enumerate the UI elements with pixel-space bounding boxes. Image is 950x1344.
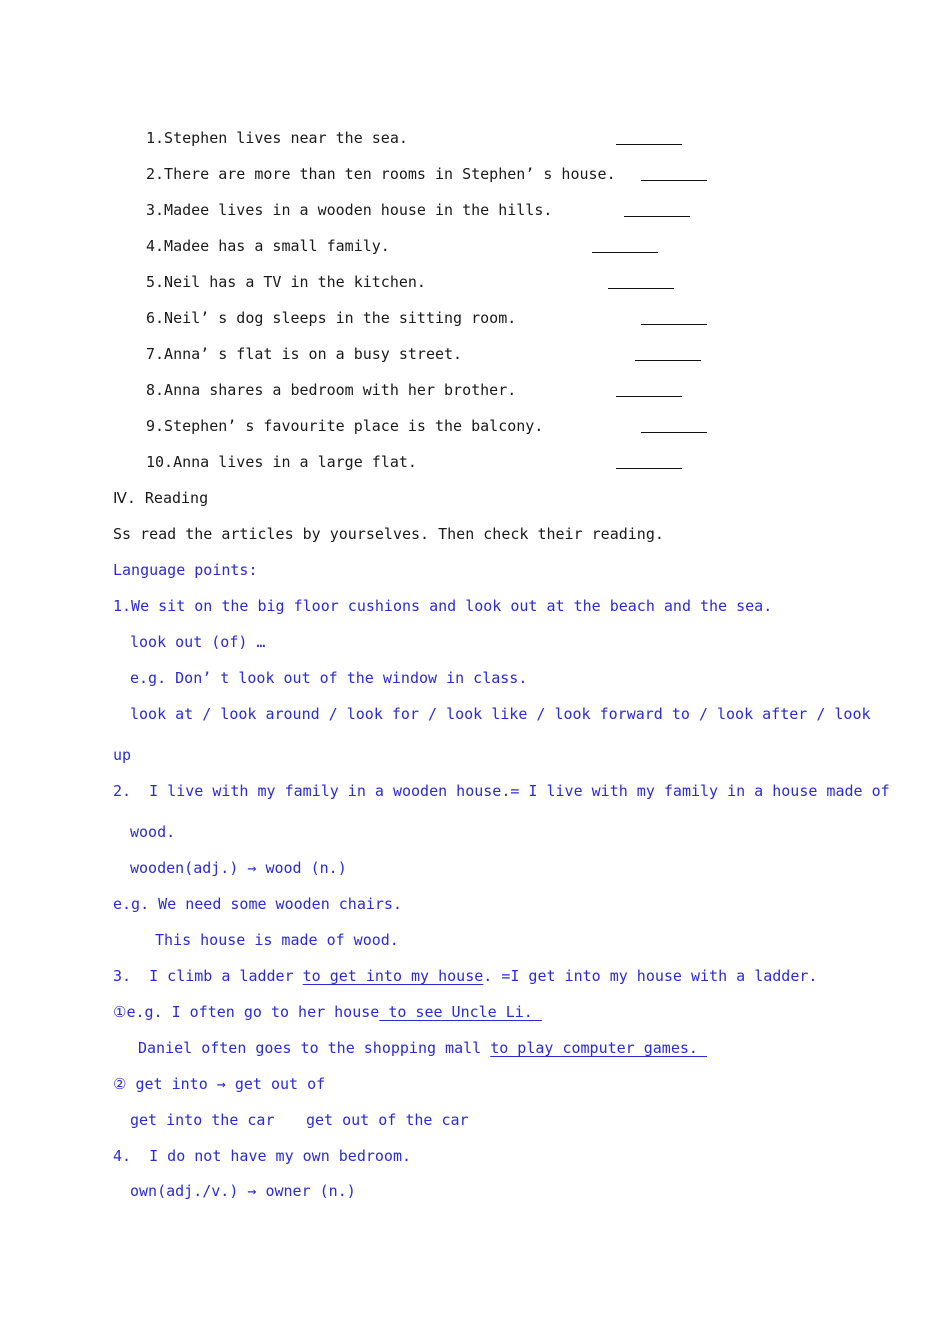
point-4-sentence: 4. I do not have my own bedroom. xyxy=(113,1147,412,1165)
statement-6: 6.Neil’ s dog sleeps in the sitting room. xyxy=(146,309,517,327)
answer-blank-3[interactable] xyxy=(624,215,690,217)
point-1-example: e.g. Don’ t look out of the window in class. xyxy=(130,669,528,687)
point-2-example-2: This house is made of wood. xyxy=(155,931,399,949)
point-2-word-forms xyxy=(130,858,347,878)
point-3-contrast-a: ② get into xyxy=(113,1075,208,1093)
answer-blank-5[interactable] xyxy=(608,287,674,289)
point-1-related-phrases-cont: up xyxy=(113,746,132,764)
point-2-word-a: wooden(adj.) xyxy=(130,859,239,877)
point-3-example-2-underlined: to play computer games. xyxy=(490,1039,707,1057)
answer-blank-1[interactable] xyxy=(616,143,682,145)
point-4-word-forms xyxy=(130,1181,356,1201)
point-3-example-1-prefix: ①e.g. I often go to her house xyxy=(113,1003,380,1021)
answer-blank-4[interactable] xyxy=(592,251,658,253)
answer-blank-2[interactable] xyxy=(641,179,707,181)
statement-10: 10.Anna lives in a large flat. xyxy=(146,453,417,471)
point-3-example-2 xyxy=(138,1038,707,1058)
statement-7: 7.Anna’ s flat is on a busy street. xyxy=(146,345,463,363)
point-3-car-example-a: get into the car xyxy=(130,1111,275,1129)
point-3-underlined: to get into my house xyxy=(302,967,484,985)
point-3-contrast xyxy=(113,1074,325,1094)
point-2-example-1: e.g. We need some wooden chairs. xyxy=(113,895,402,913)
point-3-prefix: 3. I climb a ladder xyxy=(113,967,303,985)
point-1-phrase: look out (of) … xyxy=(130,633,266,651)
statement-2: 2.There are more than ten rooms in Stephen’ s house. xyxy=(146,165,616,183)
answer-blank-10[interactable] xyxy=(616,467,682,469)
point-3-example-1 xyxy=(113,1002,542,1022)
point-3-car-example-b: get out of the car xyxy=(306,1111,469,1129)
answer-blank-6[interactable] xyxy=(641,323,707,325)
answer-blank-7[interactable] xyxy=(635,359,701,361)
answer-blank-8[interactable] xyxy=(616,395,682,397)
answer-blank-9[interactable] xyxy=(641,431,707,433)
reading-instruction: Ss read the articles by yourselves. Then check their reading. xyxy=(113,525,664,543)
statement-4: 4.Madee has a small family. xyxy=(146,237,390,255)
right-arrow-icon: → xyxy=(247,1182,257,1200)
point-2-word-b: wood (n.) xyxy=(265,859,347,877)
point-2-sentence: 2. I live with my family in a wooden house.= I live with my family in a house made of xyxy=(113,782,890,800)
point-3-example-2-prefix: Daniel often goes to the shopping mall xyxy=(138,1039,491,1057)
statement-5: 5.Neil has a TV in the kitchen. xyxy=(146,273,426,291)
statement-1: 1.Stephen lives near the sea. xyxy=(146,129,408,147)
statement-3: 3.Madee lives in a wooden house in the hills. xyxy=(146,201,553,219)
point-1-sentence: 1.We sit on the big floor cushions and look out at the beach and the sea. xyxy=(113,597,773,615)
point-4-word-a: own(adj./v.) xyxy=(130,1182,239,1200)
right-arrow-icon: → xyxy=(216,1075,226,1093)
point-3-contrast-b: get out of xyxy=(234,1075,326,1093)
statement-9: 9.Stephen’ s favourite place is the balcony. xyxy=(146,417,544,435)
language-points-title: Language points: xyxy=(113,561,258,579)
section-heading: Ⅳ. Reading xyxy=(113,489,209,507)
point-3-example-1-underlined: to see Uncle Li. xyxy=(379,1003,542,1021)
statement-8: 8.Anna shares a bedroom with her brother. xyxy=(146,381,517,399)
point-3-sentence xyxy=(113,966,817,986)
point-2-sentence-cont: wood. xyxy=(130,823,176,841)
point-1-related-phrases: look at / look around / look for / look like / look forward to / look after / look xyxy=(130,705,871,723)
point-4-word-b: owner (n.) xyxy=(265,1182,356,1200)
right-arrow-icon: → xyxy=(247,859,257,877)
point-3-suffix: . =I get into my house with a ladder. xyxy=(483,967,818,985)
